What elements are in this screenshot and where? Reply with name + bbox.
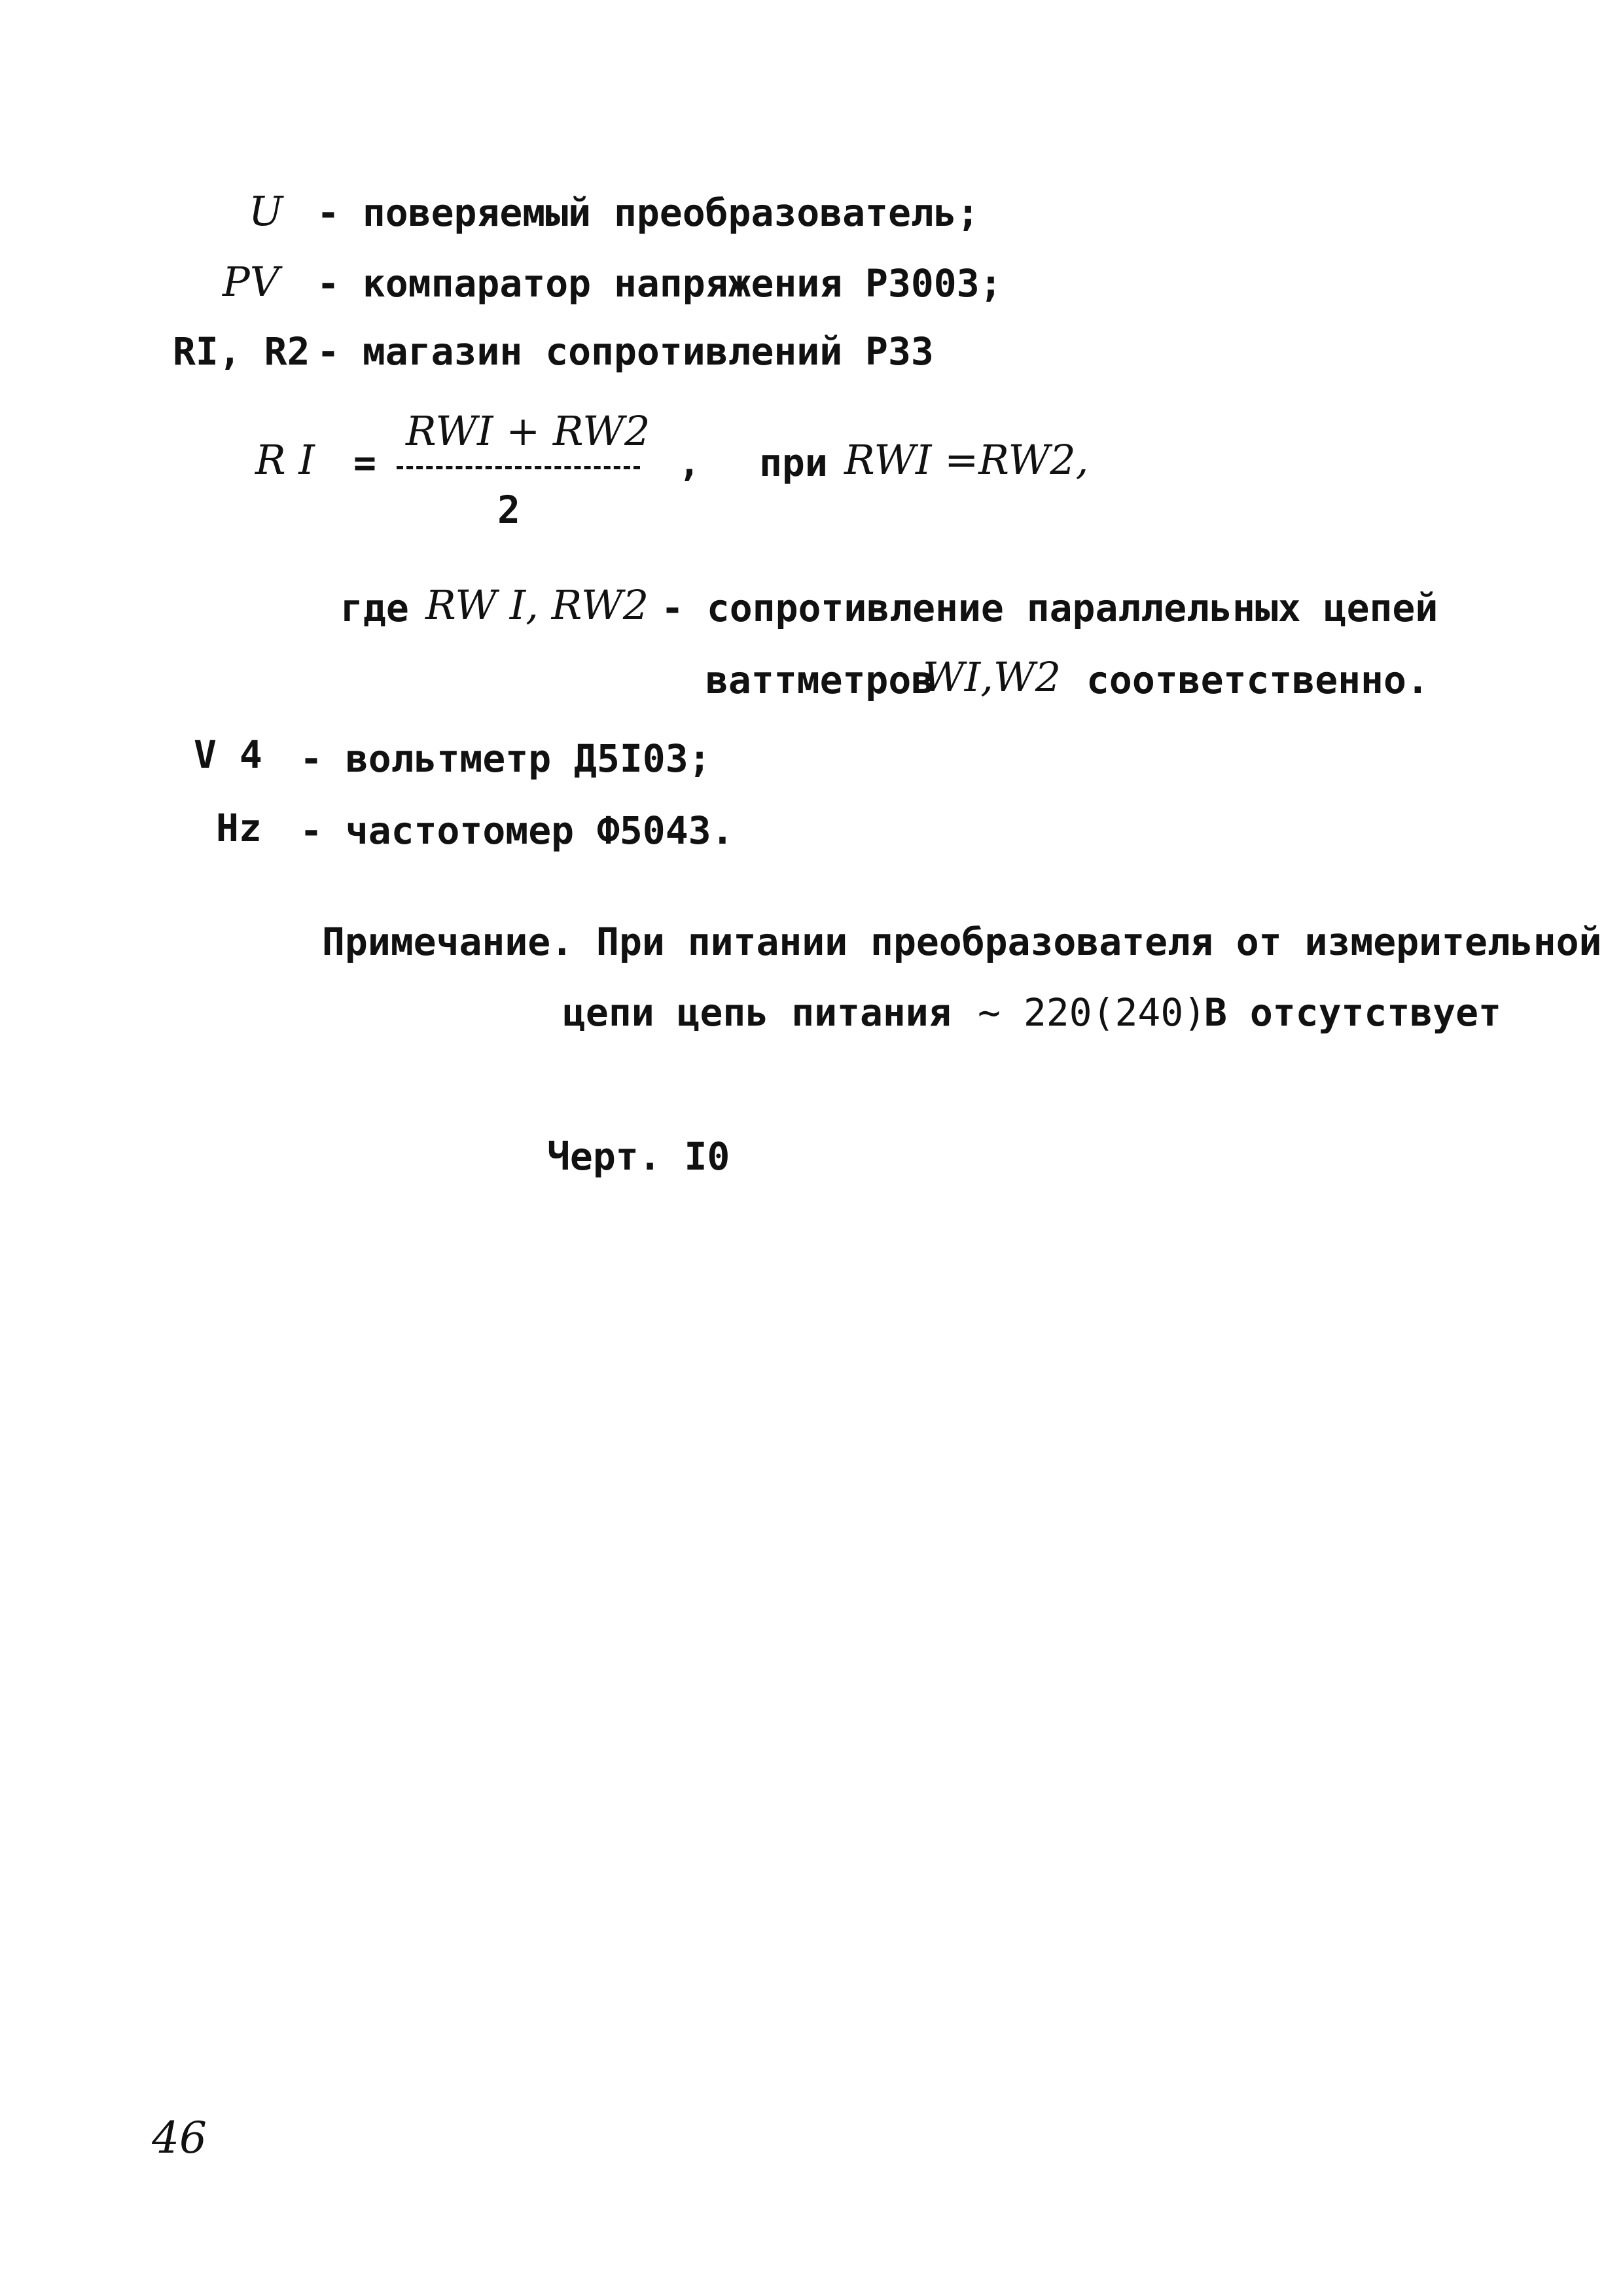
formula-comma: , [678, 440, 701, 485]
where-text-line2-suffix: соответственно. [1086, 658, 1429, 702]
formula-condition: RWI =RW2, [844, 436, 1089, 484]
formula-condition-prefix: при [759, 440, 828, 485]
legend-symbol-pv: PV [223, 258, 279, 306]
legend-symbol-r1r2: RI, R2 [173, 329, 310, 374]
note-line-1: Примечание. При питании преобразователя от измерительной [322, 920, 1602, 964]
formula-numerator: RWI + RW2 [406, 407, 651, 455]
legend-text-r1r2: - магазин сопротивлений P33 [317, 329, 934, 374]
where-text-line2-symbols: WI,W2 [923, 653, 1061, 701]
legend-text-hz: - частотомер Ф5043. [300, 808, 734, 853]
note-line-2b: ~ 220(240) [978, 990, 1207, 1035]
note-line-2a: цепи цепь питания [563, 990, 952, 1035]
note-line-2c: В отсутствует [1204, 990, 1501, 1035]
fraction-line [397, 466, 640, 469]
where-text-line2-prefix: ваттметров [705, 658, 935, 702]
legend-symbol-u: U [249, 187, 283, 235]
legend-symbol-v4: V 4 [194, 732, 262, 777]
legend-text-pv: - компаратор напряжения P3003; [317, 261, 1003, 306]
figure-caption: Черт. I0 [547, 1134, 730, 1179]
legend-symbol-hz: Hz [216, 806, 262, 850]
formula-lhs: R I [255, 436, 315, 484]
page-number: 46 [152, 2113, 207, 2163]
where-prefix: где [340, 586, 409, 630]
formula-denominator: 2 [497, 488, 520, 532]
where-text-line1: - сопротивление параллельных цепей [661, 586, 1438, 630]
formula-equals: = [353, 440, 376, 485]
where-symbols: RW I, RW2 [425, 581, 649, 629]
legend-text-v4: - вольтметр Д5I03; [300, 736, 711, 781]
legend-text-u: - поверяемый преобразователь; [317, 190, 980, 235]
